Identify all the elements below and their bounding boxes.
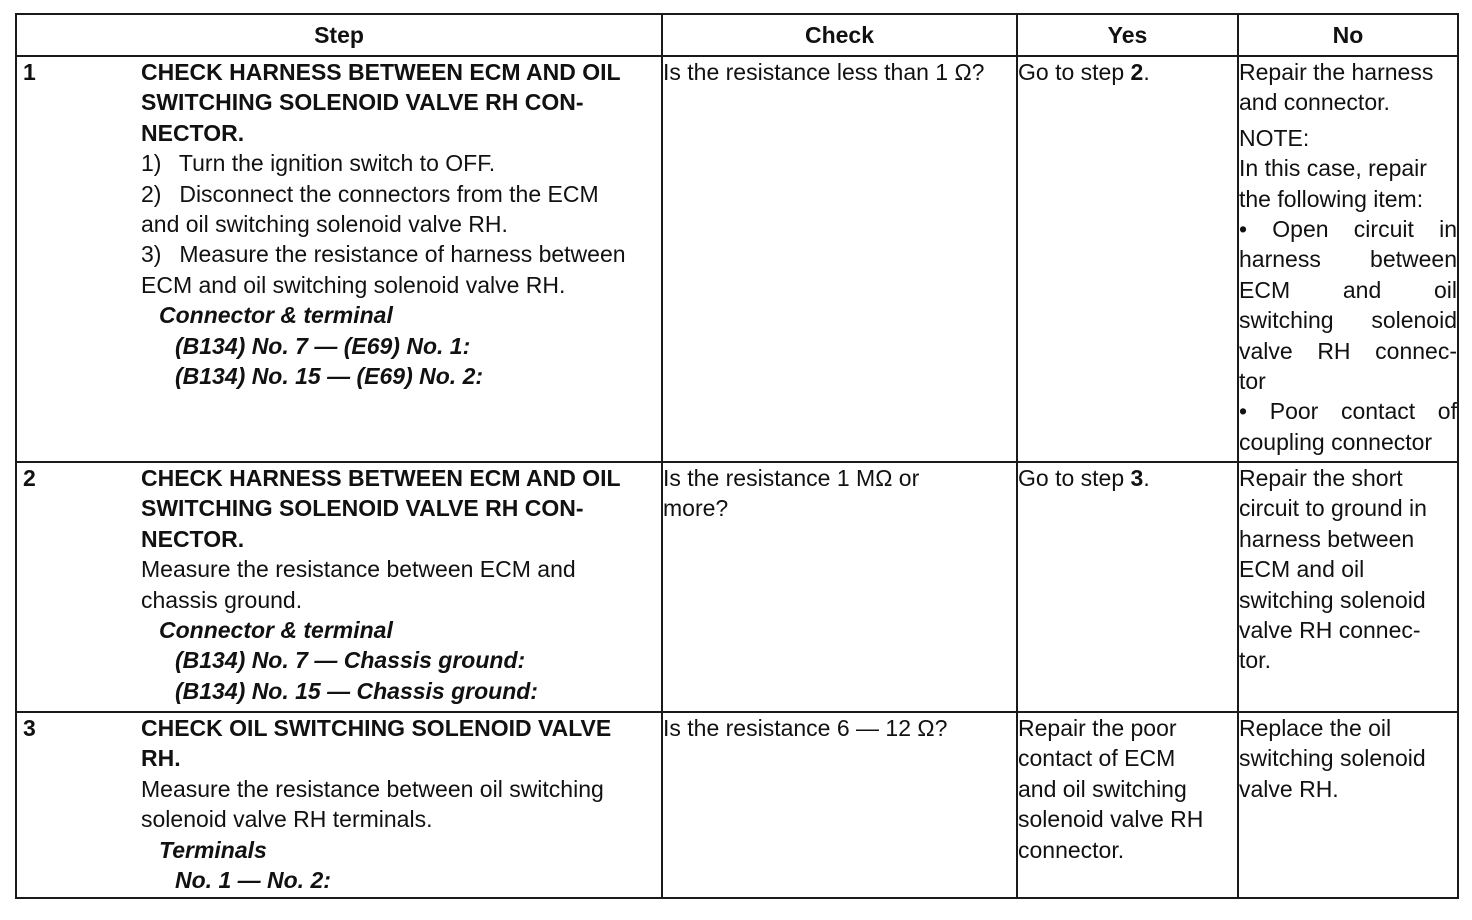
no-text: tor. bbox=[1239, 647, 1271, 674]
no-text: ECM and oil bbox=[1239, 556, 1365, 583]
note-label: NOTE: bbox=[1239, 124, 1310, 151]
step-title: CHECK HARNESS BETWEEN ECM AND OIL bbox=[141, 465, 621, 491]
step-body bbox=[141, 713, 661, 895]
table-row bbox=[16, 462, 1458, 712]
yes-text: and oil switching bbox=[1018, 775, 1187, 802]
yes-cell bbox=[1017, 712, 1238, 898]
step-cell bbox=[16, 712, 662, 898]
spec-value: No. 1 — No. 2: bbox=[175, 867, 331, 894]
no-text: In this case, repair bbox=[1239, 155, 1427, 182]
yes-cell bbox=[1017, 462, 1238, 712]
bullet-item: harness between bbox=[1239, 246, 1457, 273]
table-row bbox=[16, 712, 1458, 898]
step-instruction: and oil switching solenoid valve RH. bbox=[141, 211, 508, 238]
diagnostic-table bbox=[15, 13, 1459, 899]
no-text: valve RH connec- bbox=[1239, 617, 1421, 644]
no-text: switching solenoid bbox=[1239, 586, 1426, 613]
yes-text: connector. bbox=[1018, 836, 1125, 863]
bullet-item: valve RH connec- bbox=[1239, 337, 1457, 364]
no-cell bbox=[1238, 712, 1458, 898]
header-yes: Yes bbox=[1017, 14, 1238, 56]
spec-value: (B134) No. 15 — Chassis ground: bbox=[175, 677, 538, 704]
no-cell bbox=[1238, 56, 1458, 462]
step-title: SWITCHING SOLENOID VALVE RH CON- bbox=[141, 495, 584, 522]
step-instruction: 3) Measure the resistance of harness between bbox=[141, 241, 626, 268]
spec-value: (B134) No. 7 — (E69) No. 1: bbox=[175, 332, 471, 359]
yes-text: contact of ECM bbox=[1018, 745, 1176, 772]
yes-text: solenoid valve RH bbox=[1018, 806, 1204, 833]
bullet-item: coupling connector bbox=[1239, 428, 1433, 455]
check-text: Is the resistance 1 MΩ or bbox=[663, 465, 920, 491]
no-text: and connector. bbox=[1239, 89, 1390, 116]
step-number: 3 bbox=[23, 715, 36, 741]
check-cell bbox=[662, 462, 1017, 712]
step-title: RH. bbox=[141, 745, 181, 772]
bullet-item: • Open circuit in bbox=[1239, 216, 1457, 243]
yes-text: Repair the poor bbox=[1018, 715, 1177, 741]
check-text: Is the resistance less than 1 Ω? bbox=[663, 59, 985, 85]
bullet-item: ECM and oil bbox=[1239, 276, 1457, 303]
step-title: SWITCHING SOLENOID VALVE RH CON- bbox=[141, 89, 584, 116]
spec-value: (B134) No. 7 — Chassis ground: bbox=[175, 647, 526, 674]
yes-text: Go to step 3. bbox=[1018, 465, 1150, 491]
step-title: NECTOR. bbox=[141, 119, 245, 146]
no-text: switching solenoid bbox=[1239, 745, 1426, 772]
step-instruction: 2) Disconnect the connectors from the ECM bbox=[141, 180, 599, 207]
spec-label: Connector & terminal bbox=[159, 302, 393, 329]
check-text: Is the resistance 6 — 12 Ω? bbox=[663, 715, 948, 741]
step-instruction: Measure the resistance between ECM and bbox=[141, 556, 576, 583]
no-text: Repair the short bbox=[1239, 465, 1403, 491]
check-text: more? bbox=[663, 495, 729, 522]
check-cell bbox=[662, 712, 1017, 898]
spec-value: (B134) No. 15 — (E69) No. 2: bbox=[175, 363, 484, 390]
no-text: Replace the oil bbox=[1239, 715, 1392, 741]
yes-cell bbox=[1017, 56, 1238, 462]
step-number: 1 bbox=[23, 59, 36, 85]
no-text: valve RH. bbox=[1239, 775, 1339, 802]
no-cell bbox=[1238, 462, 1458, 712]
bullet-item: switching solenoid bbox=[1239, 307, 1457, 334]
header-row bbox=[16, 14, 1458, 56]
no-text: Repair the harness bbox=[1239, 59, 1434, 85]
header-no: No bbox=[1238, 14, 1458, 56]
spec-label: Terminals bbox=[159, 836, 267, 863]
step-instruction: Measure the resistance between oil switching bbox=[141, 775, 604, 802]
step-title: CHECK OIL SWITCHING SOLENOID VALVE bbox=[141, 715, 612, 741]
bullet-item: • Poor contact of bbox=[1239, 398, 1457, 425]
step-body bbox=[141, 57, 661, 391]
header-check: Check bbox=[662, 14, 1017, 56]
step-number: 2 bbox=[23, 465, 36, 491]
step-body bbox=[141, 463, 661, 706]
step-cell bbox=[16, 462, 662, 712]
spec-label: Connector & terminal bbox=[159, 617, 393, 644]
no-text: harness between bbox=[1239, 525, 1415, 552]
check-cell bbox=[662, 56, 1017, 462]
no-text: the following item: bbox=[1239, 185, 1424, 212]
table-row bbox=[16, 56, 1458, 462]
step-instruction: solenoid valve RH terminals. bbox=[141, 806, 433, 833]
step-instruction: chassis ground. bbox=[141, 586, 303, 613]
step-instruction: 1) Turn the ignition switch to OFF. bbox=[141, 150, 496, 177]
header-step: Step bbox=[16, 14, 662, 56]
step-title: CHECK HARNESS BETWEEN ECM AND OIL bbox=[141, 59, 621, 85]
step-instruction: ECM and oil switching solenoid valve RH. bbox=[141, 271, 566, 298]
yes-text: Go to step 2. bbox=[1018, 59, 1150, 85]
step-cell bbox=[16, 56, 662, 462]
bullet-item: tor bbox=[1239, 368, 1266, 395]
no-text: circuit to ground in bbox=[1239, 495, 1427, 522]
step-title: NECTOR. bbox=[141, 525, 245, 552]
